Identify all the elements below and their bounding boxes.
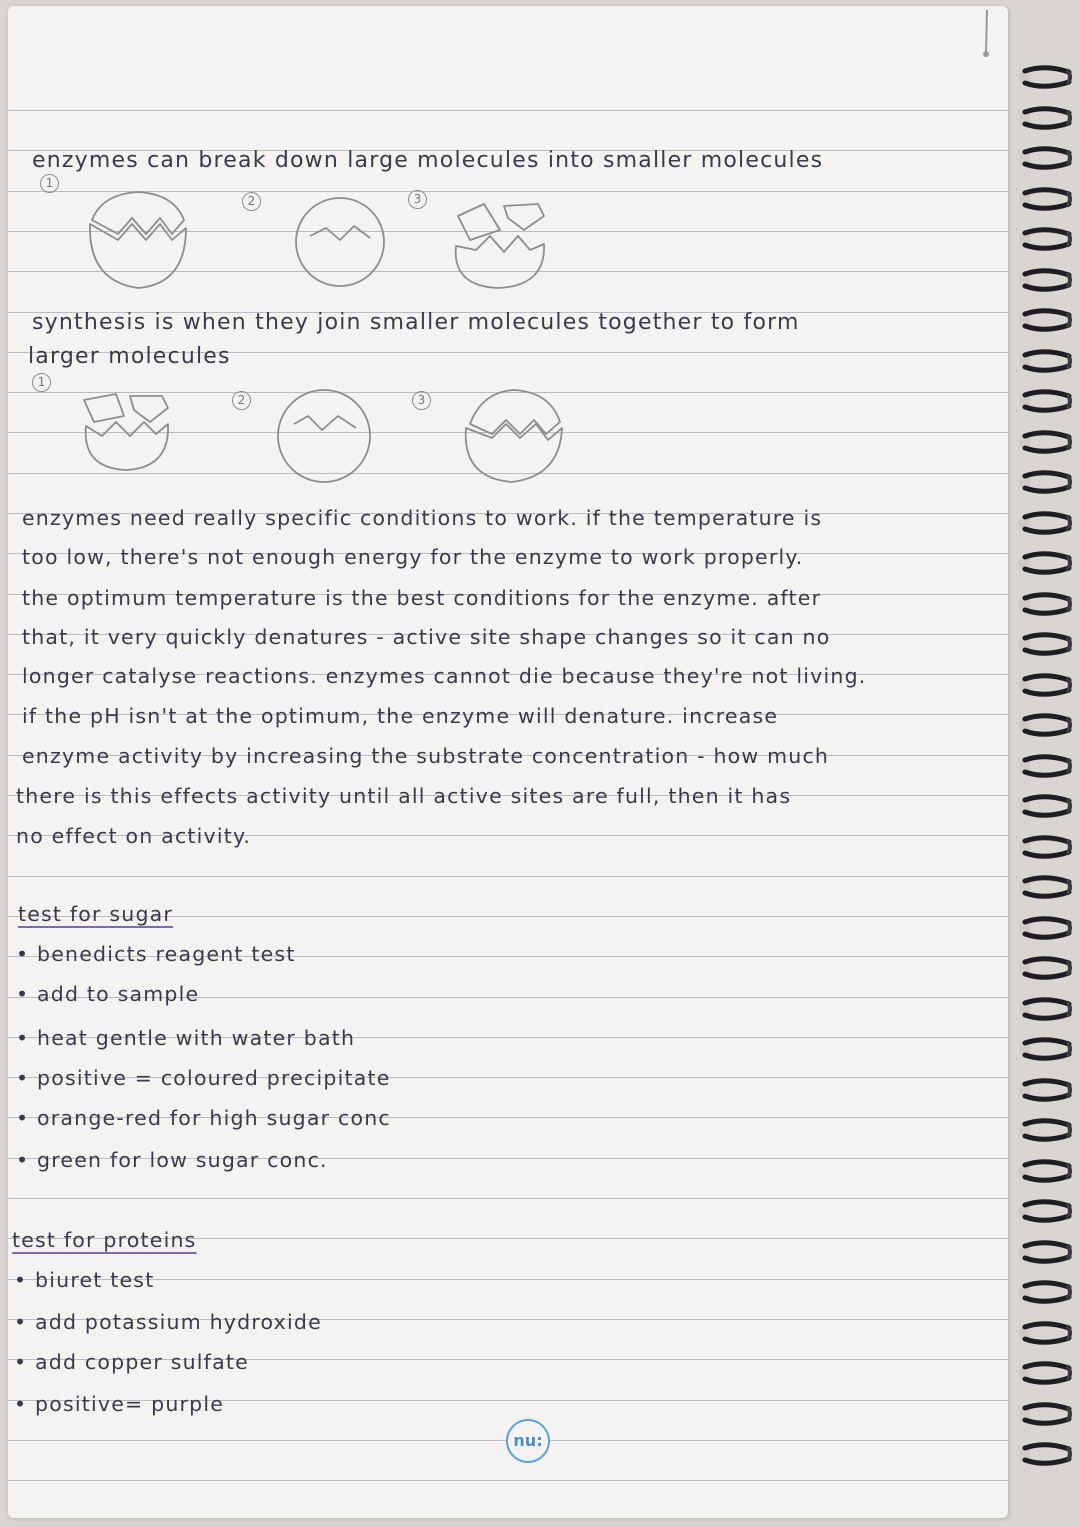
- notebook-page: [8, 6, 1008, 1518]
- spiral-coil: [1015, 1237, 1073, 1267]
- spiral-coil: [1015, 386, 1073, 416]
- breakdown-enzyme-sketch: [68, 186, 588, 296]
- ruled-line: [8, 1279, 1008, 1280]
- ruled-line: [8, 110, 1008, 111]
- spiral-coil: [1015, 710, 1073, 740]
- spiral-coil: [1015, 548, 1073, 578]
- nu-logo: nu:: [506, 1419, 550, 1463]
- ruled-line: [8, 876, 1008, 877]
- sugar-test-item: • green for low sugar conc.: [16, 1148, 328, 1172]
- spiral-coil: [1015, 467, 1073, 497]
- spiral-coil: [1015, 913, 1073, 943]
- spiral-coil: [1015, 791, 1073, 821]
- spiral-coil: [1015, 62, 1073, 92]
- protein-test-item: • positive= purple: [14, 1392, 225, 1416]
- breakdown-step-1: 1: [40, 174, 59, 193]
- pencil-mark: [982, 8, 992, 60]
- ruled-line: [8, 1198, 1008, 1199]
- breakdown-step-2: 2: [242, 192, 261, 211]
- spiral-coil: [1015, 872, 1073, 902]
- conditions-line: enzyme activity by increasing the substrate concentration - how much: [22, 744, 830, 768]
- synthesis-line-1: synthesis is when they join smaller molecules together to form: [32, 310, 800, 335]
- spiral-coil: [1015, 184, 1073, 214]
- spiral-coil: [1015, 103, 1073, 133]
- synthesis-line-2: larger molecules: [28, 344, 231, 369]
- spiral-coil: [1015, 1156, 1073, 1186]
- spiral-coil: [1015, 1075, 1073, 1105]
- spiral-coil: [1015, 1439, 1073, 1469]
- spiral-coil: [1015, 751, 1073, 781]
- conditions-line: that, it very quickly denatures - active site shape changes so it can no: [22, 625, 831, 649]
- sugar-test-item: • add to sample: [16, 982, 200, 1006]
- spiral-coil: [1015, 1399, 1073, 1429]
- synthesis-step-2: 2: [232, 391, 251, 410]
- spiral-coil: [1015, 305, 1073, 335]
- spiral-coil: [1015, 1358, 1073, 1388]
- spiral-coil: [1015, 1277, 1073, 1307]
- synthesis-step-3: 3: [412, 391, 431, 410]
- protein-test-item: • add copper sulfate: [14, 1350, 249, 1374]
- breakdown-step-3: 3: [408, 190, 427, 209]
- spiral-coil: [1015, 346, 1073, 376]
- spiral-coil: [1015, 670, 1073, 700]
- protein-test-item: • biuret test: [14, 1268, 155, 1292]
- synthesis-step-1: 1: [32, 373, 51, 392]
- breakdown-sentence: enzymes can break down large molecules into smaller molecules: [32, 148, 824, 173]
- spiral-coil: [1015, 1318, 1073, 1348]
- spiral-coil: [1015, 832, 1073, 862]
- sugar-test-heading: test for sugar: [18, 902, 174, 926]
- synthesis-enzyme-sketch: [68, 378, 588, 488]
- sugar-test-item: • heat gentle with water bath: [16, 1026, 356, 1050]
- conditions-line: there is this effects activity until all active sites are full, then it has: [16, 784, 792, 808]
- spiral-coil: [1015, 427, 1073, 457]
- spiral-coil: [1015, 1196, 1073, 1226]
- ruled-line: [8, 1480, 1008, 1481]
- spiral-coil: [1015, 994, 1073, 1024]
- conditions-line: if the pH isn't at the optimum, the enzyme will denature. increase: [22, 704, 779, 728]
- sugar-test-item: • orange-red for high sugar conc: [16, 1106, 391, 1130]
- conditions-line: no effect on activity.: [16, 824, 252, 848]
- spiral-coil: [1015, 143, 1073, 173]
- conditions-line: enzymes need really specific conditions to work. if the temperature is: [22, 506, 823, 530]
- spiral-coil: [1015, 1115, 1073, 1145]
- sugar-test-item: • benedicts reagent test: [16, 942, 296, 966]
- sugar-test-item: • positive = coloured precipitate: [16, 1066, 391, 1090]
- spiral-coil: [1015, 629, 1073, 659]
- protein-test-item: • add potassium hydroxide: [14, 1310, 322, 1334]
- spiral-coil: [1015, 589, 1073, 619]
- spiral-coil: [1015, 224, 1073, 254]
- spiral-coil: [1015, 265, 1073, 295]
- conditions-line: the optimum temperature is the best conditions for the enzyme. after: [22, 586, 822, 610]
- protein-test-heading: test for proteins: [12, 1228, 197, 1252]
- conditions-line: longer catalyse reactions. enzymes cannot die because they're not living.: [22, 664, 867, 688]
- spiral-coil: [1015, 953, 1073, 983]
- conditions-line: too low, there's not enough energy for the enzyme to work properly.: [22, 545, 804, 569]
- spiral-coil: [1015, 1034, 1073, 1064]
- spiral-coil: [1015, 508, 1073, 538]
